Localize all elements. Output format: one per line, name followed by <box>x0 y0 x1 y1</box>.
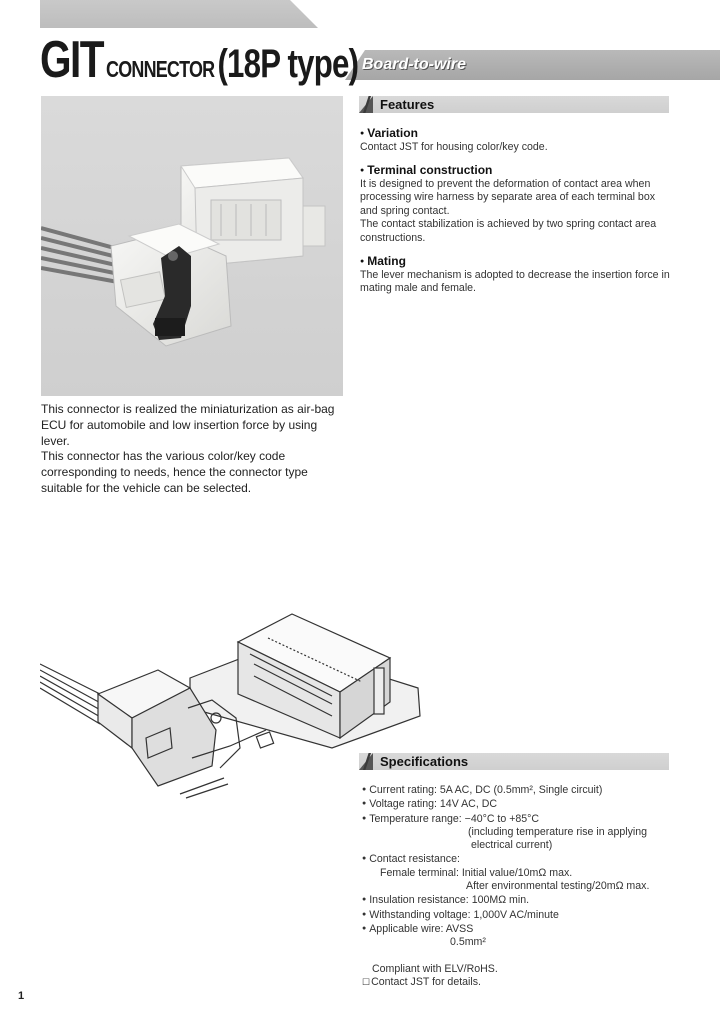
spec-contact-note: Contact JST for details. <box>371 975 481 988</box>
note-box-icon <box>362 976 371 988</box>
title-main: GIT <box>40 31 103 89</box>
spec-temperature-note-2: electrical current) <box>471 839 553 852</box>
spec-contact-note-row <box>362 976 682 989</box>
specifications-heading-label: Specifications <box>380 754 469 769</box>
category-label: Board-to-wire <box>362 56 466 73</box>
intro-paragraph-2: This connector has the various color/key code corresponding to needs, hence the connector type suitable for the vehicle can be selected. <box>41 449 308 495</box>
feature-variation-title: ● Variation <box>360 127 670 141</box>
feature-mating-text: The lever mechanism is adopted to decrease the insertion force in mating male and female. <box>360 268 670 294</box>
features-heading-label: Features <box>380 97 435 112</box>
spec-voltage-rating: ● Voltage rating: 14V AC, DC <box>362 797 682 811</box>
connector-line-drawing <box>40 598 440 803</box>
features-list <box>360 127 670 296</box>
spec-applicable-wire-size: 0.5mm² <box>450 936 486 949</box>
connector-photo-illustration <box>41 96 343 396</box>
spec-applicable-wire: ● Applicable wire: AVSS <box>362 922 682 936</box>
feature-terminal-text-2: The contact stabilization is achieved by two spring contact area constructions. <box>360 218 657 244</box>
page-title <box>40 30 358 88</box>
spec-contact-resistance: ● Contact resistance: <box>362 852 682 866</box>
intro-paragraph-1: This connector is realized the miniaturization as air-bag ECU for automobile and low insertion force by using lever. <box>41 402 335 448</box>
feature-variation-text: Contact JST for housing color/key code. <box>360 140 548 153</box>
header-band-top <box>40 0 720 28</box>
spec-contact-resistance-1: Female terminal: Initial value/10mΩ max. <box>380 866 573 879</box>
title-type: (18P type) <box>217 42 359 86</box>
intro-text <box>41 402 341 497</box>
spec-temperature-note-1: (including temperature rise in applying <box>468 825 648 838</box>
spec-withstanding-voltage: ● Withstanding voltage: 1,000V AC/minute <box>362 908 682 922</box>
product-photo <box>41 96 343 396</box>
spec-contact-resistance-2: After environmental testing/20mΩ max. <box>466 880 650 893</box>
spec-insulation-resistance: ● Insulation resistance: 100MΩ min. <box>362 893 682 907</box>
spec-current-rating: ● Current rating: 5A AC, DC (0.5mm², Single circuit) <box>362 783 682 797</box>
drawing-svg <box>40 598 440 803</box>
feature-terminal-text: It is designed to prevent the deformation of contact area when processing wire harness by separate area of each terminal box and spring contact. <box>360 177 656 217</box>
feature-terminal-title: ● Terminal construction <box>360 164 670 178</box>
page-number: 1 <box>18 990 25 1002</box>
features-heading <box>359 96 669 113</box>
feature-mating-title: ● Mating <box>360 255 670 269</box>
specifications-heading <box>359 753 669 770</box>
specifications-list <box>362 783 682 989</box>
title-connector: CONNECTOR <box>106 56 215 82</box>
spec-temperature-range: ● Temperature range: −40°C to +85°C <box>362 812 682 826</box>
spec-compliance: Compliant with ELV/RoHS. <box>372 962 498 975</box>
